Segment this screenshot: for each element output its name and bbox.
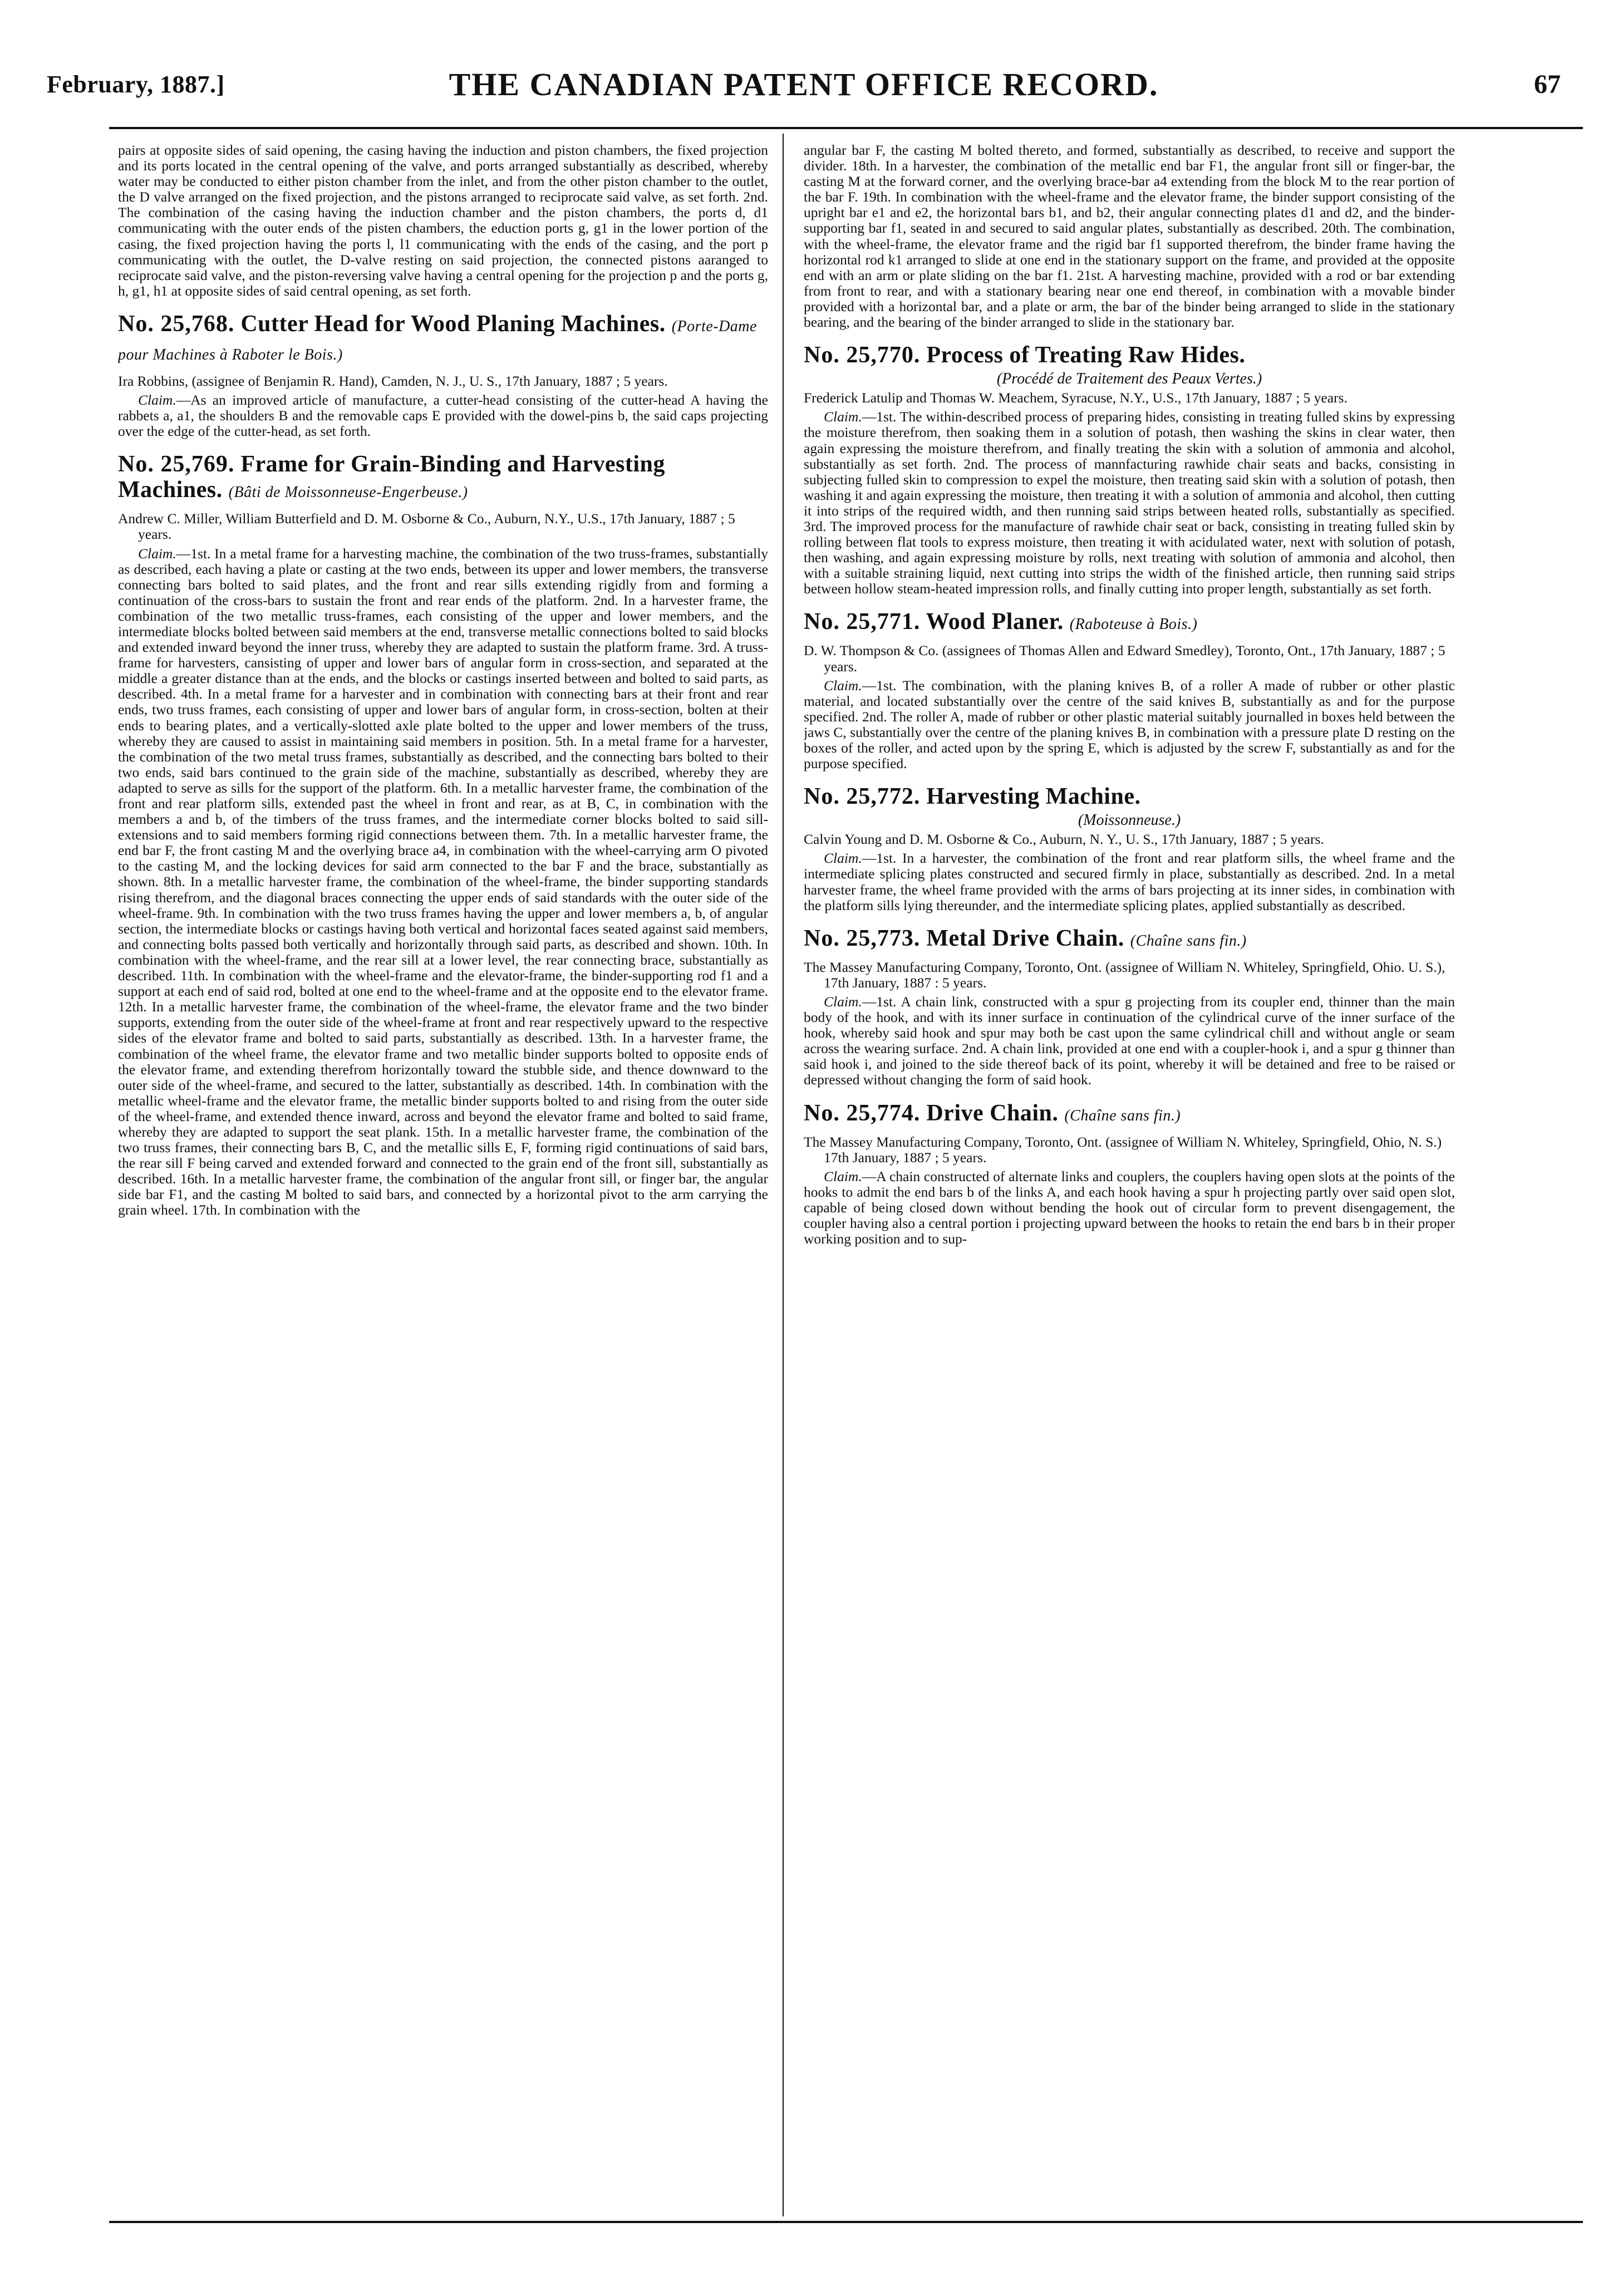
- right-column: [804, 142, 1455, 2219]
- patent-title: Drive Chain.: [926, 1100, 1059, 1126]
- patent-number: No. 25,771.: [804, 609, 921, 635]
- claim-text: [804, 994, 1455, 1088]
- patent-entry-25772: [804, 784, 1455, 913]
- patent-heading: [804, 609, 1455, 637]
- patent-number: No. 25,770.: [804, 342, 921, 368]
- patent-entry-25773: [804, 926, 1455, 1088]
- left-column: [118, 142, 768, 2219]
- patent-number: No. 25,768.: [118, 311, 235, 337]
- claim-label: Claim.: [824, 1168, 862, 1184]
- french-title: (Moissonneuse.): [1078, 812, 1181, 829]
- patent-title: Cutter Head for Wood Planing Machines.: [240, 311, 666, 337]
- claim-text: [118, 392, 768, 439]
- continued-claims: pairs at opposite sides of said opening, the casing having the induction and piston chambers, the fixed projection and its ports located in the central opening of the valve, and ports arranged substantially as described, whereby water may be conducted to either piston chamber from the inlet, and from the other piston chamber to the outlet, the D valve arranged on the fixed projection, and the pistons arranged to reciprocate said valve, as set forth. 2nd. The combination of the casing having the induction chamber and the piston chambers, the ports d, d1 communicating with the outer ends of the pisten chambers, the eduction ports g, g1 in the lower portion of the casing, the fixed projection having the ports l, l1 communicating with the ends of the casing, and the port p communicating with the outlet, the D-valve resting on said projection, the connected pistons aaranged to reciprocate said valve, and the piston-reversing valve having a central opening for the projection p and the ports g, h, g1, h1 at opposite sides of said central opening, as set forth.: [118, 142, 768, 299]
- patentee: The Massey Manufacturing Company, Toronto, Ont. (assignee of William N. Whiteley, Springfield, Ohio. U. S.), 17th January, 1887 : 5 years.: [804, 958, 1445, 991]
- patent-title: Frame for Grain-Binding and Harvesting Machines.: [118, 451, 665, 503]
- claim-text: [118, 546, 768, 1218]
- patentee: Calvin Young and D. M. Osborne & Co., Auburn, N. Y., U. S., 17th January, 1887 ; 5 years.: [804, 831, 1324, 848]
- patent-title: Harvesting Machine.: [926, 784, 1141, 810]
- patentee: Ira Robbins, (assignee of Benjamin R. Hand), Camden, N. J., U. S., 17th January, 1887 ; 5 years.: [118, 372, 668, 389]
- continued-claims: angular bar F, the casting M bolted thereto, and formed, substantially as described, to receive and support the divider. 18th. In a harvester, the combination of the metallic end bar F1, the angular front sill or finger-bar, the casting M at the forward corner, and the overlying brace-bar a4 extending from the block M to the rear portion of the bar F. 19th. In combination with the wheel-frame and the elevator frame, the binder support consisting of the upright bar e1 and e2, the horizontal bars b1, and b2, their angular connecting plates d1 and d2, and the binder-supporting bar f1, seated in and secured to said angular plates, substantially as described. 20th. The combination, with the wheel-frame, the elevator frame and the rigid bar f1 supported therefrom, the binder frame having the horizontal rod k1 arranged to slide at one end in the stationary support on the frame, and provided at the opposite end with an arm or plate sliding on the bar f1. 21st. A harvesting machine, provided with a rod or bar extending from front to rear, and with a stationary bearing near one end thereof, in combination with a movable binder provided with a horizontal bar, and a plate or arm, the bar of the binder being arranged to slide in the stationary bearing, and the bearing of the binder arranged to slide in the stationary bar.: [804, 142, 1455, 331]
- patent-number: No. 25,769.: [118, 451, 235, 478]
- patentee: Andrew C. Miller, William Butterfield and D. M. Osborne & Co., Auburn, N.Y., U.S., 17th January, 1887 ; 5 years.: [118, 510, 735, 543]
- patent-entry-25770: [804, 342, 1455, 597]
- french-title: (Porte-Dame pour Machines à Raboter le Bois.): [118, 317, 757, 363]
- column-divider: [783, 134, 784, 2216]
- claim-body: —1st. In a harvester, the combination of the front and rear platform sills, the wheel frame and the intermediate splicing plates constructed and secured firmly in place, substantially as described. 2nd. In a metal harvester frame, the wheel frame provided with the arms of bars projecting at its inner sides, in combination with the platform sills lying thereunder, and the intermediate splicing plates, applied substantially as described.: [804, 850, 1455, 913]
- patent-heading: [804, 342, 1455, 368]
- french-title: (Chaîne sans fin.): [1064, 1107, 1181, 1124]
- claim-text: [804, 678, 1455, 772]
- patentee: The Massey Manufacturing Company, Toronto, Ont. (assignee of William N. Whiteley, Springfield, Ohio, N. S.) 17th January, 1887 ; 5 years.: [804, 1133, 1442, 1166]
- claim-label: Claim.: [138, 392, 176, 409]
- claim-label: Claim.: [824, 993, 862, 1010]
- patent-heading: [118, 451, 768, 505]
- claim-label: Claim.: [824, 677, 862, 694]
- patent-heading: [804, 1100, 1455, 1129]
- patent-number: No. 25,772.: [804, 784, 921, 810]
- patent-heading: [118, 311, 768, 368]
- journal-title: THE CANADIAN PATENT OFFICE RECORD.: [449, 66, 1159, 102]
- patent-heading: [804, 926, 1455, 954]
- patent-number: No. 25,773.: [804, 925, 921, 951]
- header-date: February, 1887.]: [47, 71, 225, 98]
- page-number: 67: [1534, 70, 1561, 99]
- claim-body: —1st. A chain link, constructed with a spur g projecting from its coupler end, thinner than the main body of the hook, and with its inner surface in continuation of the cylindrical curve of the inner surface of the hook, whereby said hook and spur may both be cast upon the same cylindrical chill and without angle or seam across the wearing surface. 2nd. A chain link, provided at one end with a coupler-hook i, and a spur g thinner than said hook i, and joined to the side thereof back of its point, whereby it will be detained and free to be raised or depressed without changing the form of said hook.: [804, 993, 1455, 1088]
- patentee: Frederick Latulip and Thomas W. Meachem, Syracuse, N.Y., U.S., 17th January, 1887 ; 5 years.: [804, 390, 1348, 406]
- patent-title: Metal Drive Chain.: [926, 925, 1124, 951]
- claim-body: —1st. In a metal frame for a harvesting machine, the combination of the two truss-frames, substantially as described, each having a plate or casting at the two ends, between its upper and lower members, the transverse connecting bars bolted to said plates, and the front and rear sills extending rigidly from and forming a continuation of the cross-bars to sustain the front and rear ends of the platform. 2nd. In a harvester frame, the combination of the two metallic truss-frames, each consisting of the upper and lower members, and the intermediate blocks bolted between said members at the end, transverse metallic connections bolted to said blocks and extended inward beyond the inner truss, whereby they are adapted to sustain the platform frame. 3rd. A truss-frame for harvesters, cansisting of upper and lower bars of angular form in cross-section, and separated at the middle a greater distance than at the ends, and the blocks or castings inserted between and bolted to said parts, as described. 4th. In a metal frame for a harvester and in combination with connecting bars at their front and rear ends, two truss frames, each consisting of upper and lower bars of angular form, in cross-section, bolten at their ends to bearing plates, and a vertically-slotted axle plate bolted to the upper and lower members of the truss, whereby they are caused to assist in maintaining said members in position. 5th. In a metal frame for a harvester, the combination of the two metal truss frames, substantially as described, and the connecting bars bolted to their two ends, said bars continued to the grain side of the machine, substantially as described, whereby they are adapted to serve as sills for the support of the platform. 6th. In a metallic harvester frame, the combination of the front and rear platform sills, extended past the wheel in front and rear, as at B, C, in combination with the members a and b, of the timbers of the truss frames, and the intermediate corner blocks bolted to said sill-extensions and to said members forming rigid connections between them. 7th. In a metallic harvester frame, the end bar F, the front casting M and the overlying brace a4, in combination with the wheel-carrying arm O pivoted to the casting M, and the locking devices for said arm connected to the bar F and the brace, substantially as shown. 8th. In a metallic harvester frame, the combination of the wheel-frame, the binder supporting standards rising therefrom, and the diagonal braces connecting the upper ends of said standards with the outer side of the wheel-frame. 9th. In combination with the two truss frames having the upper and lower members a, b, of angular section, the intermediate blocks or castings having both vertical and horizontal faces seated against said members, and connecting bolts passed both vertically and horizontally through said parts, as described and shown. 10th. In combination with the wheel-frame, and the rear sill at a lower level, the rear connecting brace, substantially as described. 11th. In combination with the wheel-frame and the elevator-frame, the binder-supporting rod f1 and a support at each end of said rod, bolted at one end to the wheel-frame and at the opposite end to the elevator frame. 12th. In a metallic harvester frame, the combination of the wheel-frame, the elevator frame and the two binder supports, extending from the outer side of the wheel-frame at front and rear respectively upward to the respective sides of the elevator frame and bolted to said parts, substantially as described. 13th. In a harvester frame, the combination of the wheel frame, the elevator frame and two metallic binder supports bolted to opposite ends of the elevator frame, and extending therefrom horizontally toward the stubble side, and thence downward to the outer side of the wheel-frame, and secured to the latter, substantially as described. 14th. In combination with the metallic wheel-frame and the elevator frame, the metallic binder supports bolted to and rising from the outer side of the wheel-frame, and extended thence inward, across and beyond the elevator frame and bolted to said frame, whereby they are adapted to support the seat plank. 15th. In a metallic harvester frame, the combination of the two truss frames, their connecting bars B, C, and the metallic sills E, F, forming rigid continuations of said bars, the rear sill F being carved and extended forward and connected to the grain end of the front sill, substantially as described. 16th. In a metallic harvester frame, the combination of the angular front sill, or finger bar, the angular side bar F1, and the casting M bolted to said bars, and connected by a horizontal pivot to the arm carrying the grain wheel. 17th. In combination with the: [118, 545, 768, 1218]
- claim-label: Claim.: [824, 850, 862, 867]
- patent-title: Wood Planer.: [926, 609, 1064, 635]
- claim-text: [804, 1169, 1455, 1247]
- patent-entry-25769: [118, 451, 768, 1218]
- claim-text: [804, 409, 1455, 597]
- patent-title: Process of Treating Raw Hides.: [926, 342, 1246, 368]
- patent-entry-25768: [118, 311, 768, 439]
- running-head: [47, 66, 1561, 105]
- french-title: (Bâti de Moissonneuse-Engerbeuse.): [228, 484, 468, 502]
- claim-text: [804, 850, 1455, 913]
- claim-body: —1st. The within-described process of preparing hides, consisting in treating fulled skins by expressing the moisture therefrom, then soaking them in a solution of potash, then washing the skins in clear water, then again expressing the moisture therefrom, and finally treating the skin with a solution of ammonia and alcohol, substantially as set forth. 2nd. The process of mannfacturing rawhide chair seats and backs, consisting in subjecting fulled skin to compression to expel the moisture, then treating said skin with a solution of potash, then washing it and again expressing the moisture, then treating it with a solution of ammonia and alcohol, then cutting it into strips of the required width, and then running said strips between heated rolls, substantially as specified. 3rd. The improved process for the manufacture of rawhide chair seat or back, consisting in treating fulled skin by rolling between flat tools to express moisture, then treating it with acidulated water, next with solution of potash, then washing, and again expressing moisture by rolls, next treating with solution of ammonia and alcohol, then with a suitable straining liquid, next cutting into strips the width of the finished article, then running said strips between hollow steam-heated impression rolls, and finally cutting into proper length, substantially as set forth.: [804, 409, 1455, 597]
- claim-label: Claim.: [824, 409, 862, 425]
- claim-label: Claim.: [138, 545, 176, 562]
- claim-body: —A chain constructed of alternate links and couplers, the couplers having open slots at the points of the hooks to admit the end bars b of the links A, and each hook having a spur h projecting partly over said open slot, capable of being closed down without bending the hook out of circular form to prevent disengagement, the coupler having also a central portion i projecting upward between the hooks to retain the end bars b in their proper working position and to sup-: [804, 1168, 1455, 1247]
- claim-body: —As an improved article of manufacture, a cutter-head consisting of the cutter-head A having the rabbets a, a1, the shoulders B and the removable caps E provided with the dowel-pins b, the said caps projecting over the edge of the cutter-head, as set forth.: [118, 392, 768, 440]
- patentee: D. W. Thompson & Co. (assignees of Thomas Allen and Edward Smedley), Toronto, Ont., 17th January, 1887 ; 5 years.: [804, 642, 1445, 675]
- claim-body: —1st. The combination, with the planing knives B, of a roller A made of rubber or other plastic material, and located substantially over the centre of the said knives B, substantially as and for the purpose specified. 2nd. The roller A, made of rubber or other plastic material suitably journalled in boxes held between the jaws C, substantially over the centre of the planing knives B, in combination with a pressure plate D resting on the boxes of the roller, and acted upon by the spring E, which is adjusted by the screw F, substantially as and for the purpose specified.: [804, 677, 1455, 772]
- french-title: (Chaîne sans fin.): [1130, 932, 1247, 950]
- patent-entry-25771: [804, 609, 1455, 771]
- french-title: (Raboteuse à Bois.): [1069, 616, 1198, 633]
- patent-entry-25774: [804, 1100, 1455, 1247]
- patent-number: No. 25,774.: [804, 1100, 921, 1126]
- french-title: (Procédé de Traitement des Peaux Vertes.): [996, 370, 1262, 388]
- patent-heading: [804, 784, 1455, 809]
